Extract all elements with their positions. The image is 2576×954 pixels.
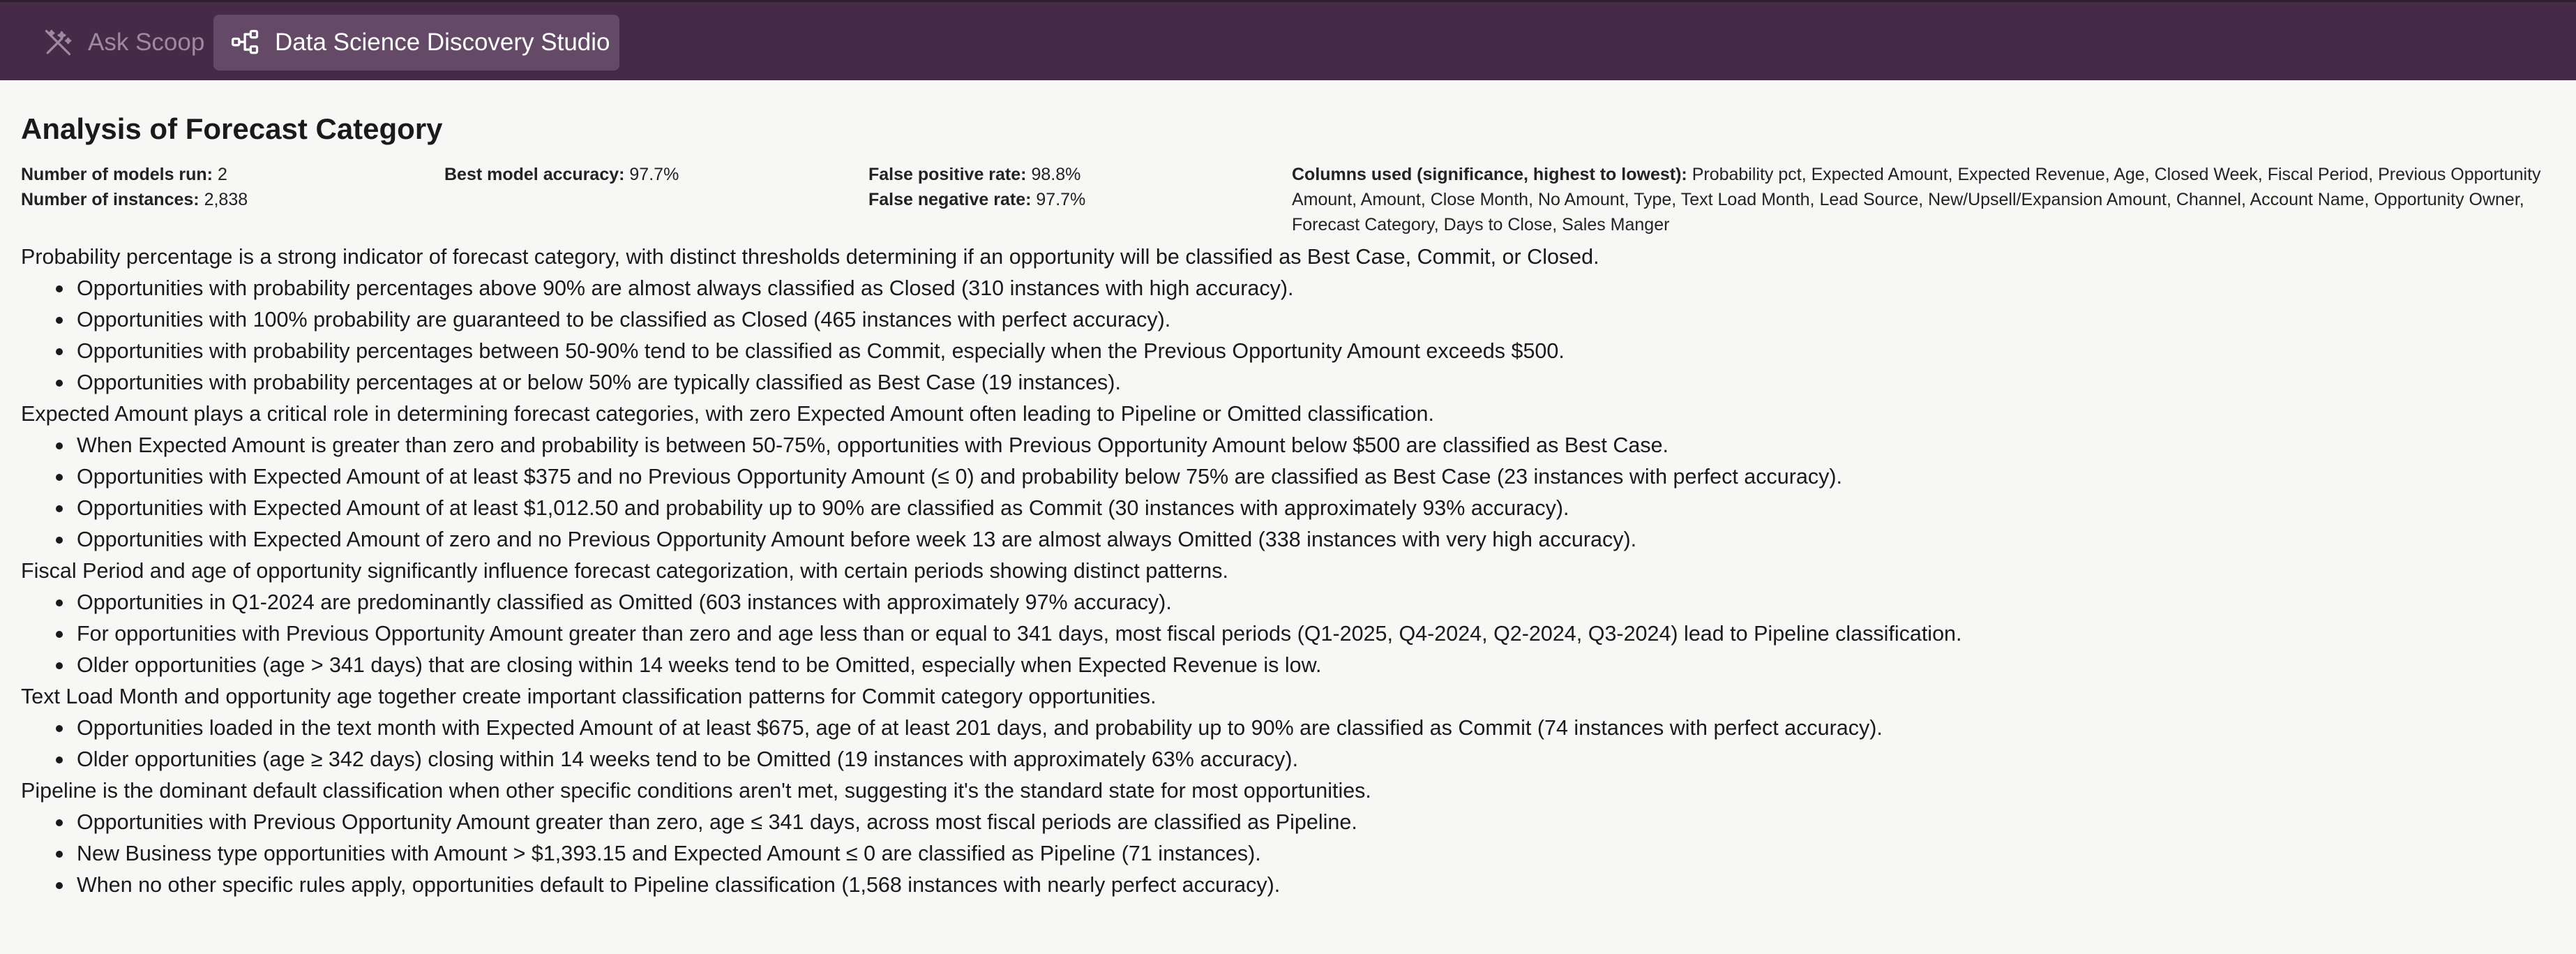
tab-data-science-discovery-studio[interactable] bbox=[213, 15, 619, 70]
top-toolbar bbox=[0, 0, 2576, 80]
instances-value: 2,838 bbox=[204, 190, 248, 209]
finding-bullet: Opportunities with Expected Amount of at least $1,012.50 and probability up to 90% are classified as Commit (30 instances with approximately 93% accuracy). bbox=[77, 493, 2553, 524]
false-negative-stat bbox=[868, 187, 1273, 212]
tab-ask-scoop[interactable] bbox=[28, 15, 218, 70]
false-negative-value: 97.7% bbox=[1036, 190, 1086, 209]
stats-column-rates bbox=[868, 162, 1273, 212]
model-stats bbox=[21, 162, 2553, 239]
finding-bullet: Opportunities with probability percentages above 90% are almost always classified as Closed (310 instances with high accuracy). bbox=[77, 273, 2553, 304]
stats-column-columns-used bbox=[1292, 162, 2553, 237]
finding-bullet: When Expected Amount is greater than zero and probability is between 50-75%, opportunities with Previous Opportunity Amount below $500 are classified as Best Case. bbox=[77, 430, 2553, 461]
instances-stat bbox=[21, 187, 425, 212]
finding-bullet: Opportunities with probability percentages between 50-90% tend to be classified as Commit, especially when the Previous Opportunity Amount exceeds $500. bbox=[77, 336, 2553, 367]
finding-bullet: Opportunities with Expected Amount of at least $375 and no Previous Opportunity Amount (≤ 0) and probability below 75% are classified as Best Case (23 instances with perfect accuracy). bbox=[77, 461, 2553, 493]
finding-bullets bbox=[21, 587, 2553, 681]
finding-bullet: Opportunities with probability percentages at or below 50% are typically classified as Best Case (19 instances). bbox=[77, 367, 2553, 398]
false-positive-stat bbox=[868, 162, 1273, 187]
workflow-icon bbox=[230, 27, 261, 59]
columns-used-value: Probability pct, Expected Amount, Expected Revenue, Age, Closed Week, Fiscal Period, Previous Opportunity Amount, Amount, Close Month, No Amount, Type, Text Load Month, Lead Source, New/Upsell/Expansion Amount, Channel, Account Name, Opportunity Owner, Forecast Category, Days to Close, Sales Manger bbox=[1292, 165, 2541, 234]
best-accuracy-stat bbox=[444, 162, 849, 187]
finding-heading: Probability percentage is a strong indicator of forecast category, with distinct thresholds determining if an opportunity will be classified as Best Case, Commit, or Closed. bbox=[21, 245, 1599, 269]
finding-group bbox=[21, 775, 2553, 901]
finding-bullets bbox=[21, 713, 2553, 775]
models-run-value: 2 bbox=[217, 165, 227, 184]
stats-column-models bbox=[21, 162, 425, 212]
best-accuracy-label: Best model accuracy: bbox=[444, 165, 625, 184]
models-run-stat bbox=[21, 162, 425, 187]
findings-list bbox=[21, 241, 2553, 901]
finding-group bbox=[21, 681, 2553, 775]
tab-data-science-discovery-studio-label: Data Science Discovery Studio bbox=[275, 29, 610, 56]
instances-label: Number of instances: bbox=[21, 190, 199, 209]
finding-bullet: Opportunities loaded in the text month with Expected Amount of at least $675, age of at least 201 days, and probability up to 90% are classified as Commit (74 instances with perfect accuracy). bbox=[77, 713, 2553, 744]
finding-bullet: Older opportunities (age > 341 days) that are closing within 14 weeks tend to be Omitted, especially when Expected Revenue is low. bbox=[77, 650, 2553, 681]
finding-bullet: For opportunities with Previous Opportunity Amount greater than zero and age less than or equal to 341 days, most fiscal periods (Q1-2025, Q4-2024, Q2-2024, Q3-2024) lead to Pipeline classification. bbox=[77, 618, 2553, 650]
best-accuracy-value: 97.7% bbox=[629, 165, 679, 184]
finding-bullets bbox=[21, 430, 2553, 556]
finding-bullets bbox=[21, 807, 2553, 901]
false-positive-label: False positive rate: bbox=[868, 165, 1027, 184]
finding-group bbox=[21, 241, 2553, 398]
finding-heading: Fiscal Period and age of opportunity significantly influence forecast categorization, with certain periods showing distinct patterns. bbox=[21, 559, 1228, 583]
stats-column-accuracy bbox=[444, 162, 849, 187]
finding-heading: Expected Amount plays a critical role in determining forecast categories, with zero Expected Amount often leading to Pipeline or Omitted classification. bbox=[21, 402, 1434, 426]
finding-bullet: Opportunities in Q1-2024 are predominantly classified as Omitted (603 instances with approximately 97% accuracy). bbox=[77, 587, 2553, 618]
finding-bullet: Opportunities with 100% probability are guaranteed to be classified as Closed (465 instances with perfect accuracy). bbox=[77, 304, 2553, 336]
finding-group bbox=[21, 556, 2553, 681]
finding-bullet: Opportunities with Previous Opportunity Amount greater than zero, age ≤ 341 days, across most fiscal periods are classified as Pipeline. bbox=[77, 807, 2553, 838]
finding-bullet: New Business type opportunities with Amount > $1,393.15 and Expected Amount ≤ 0 are classified as Pipeline (71 instances). bbox=[77, 838, 2553, 870]
finding-heading: Pipeline is the dominant default classification when other specific conditions aren't met, suggesting it's the standard state for most opportunities. bbox=[21, 779, 1371, 803]
models-run-label: Number of models run: bbox=[21, 165, 213, 184]
analysis-panel bbox=[21, 105, 2553, 901]
false-negative-label: False negative rate: bbox=[868, 190, 1032, 209]
finding-bullet: When no other specific rules apply, opportunities default to Pipeline classification (1,568 instances with nearly perfect accuracy). bbox=[77, 870, 2553, 901]
false-positive-value: 98.8% bbox=[1031, 165, 1081, 184]
finding-heading: Text Load Month and opportunity age together create important classification patterns for Commit category opportunities. bbox=[21, 685, 1157, 708]
finding-bullet: Opportunities with Expected Amount of zero and no Previous Opportunity Amount before week 13 are almost always Omitted (338 instances with very high accuracy). bbox=[77, 524, 2553, 556]
finding-group bbox=[21, 398, 2553, 556]
magic-wand-icon bbox=[42, 27, 74, 59]
finding-bullet: Older opportunities (age ≥ 342 days) closing within 14 weeks tend to be Omitted (19 instances with approximately 63% accuracy). bbox=[77, 744, 2553, 775]
tab-ask-scoop-label: Ask Scoop bbox=[88, 29, 205, 56]
page-title: Analysis of Forecast Category bbox=[21, 112, 443, 145]
columns-used-label: Columns used (significance, highest to lowest): bbox=[1292, 165, 1687, 184]
finding-bullets bbox=[21, 273, 2553, 398]
